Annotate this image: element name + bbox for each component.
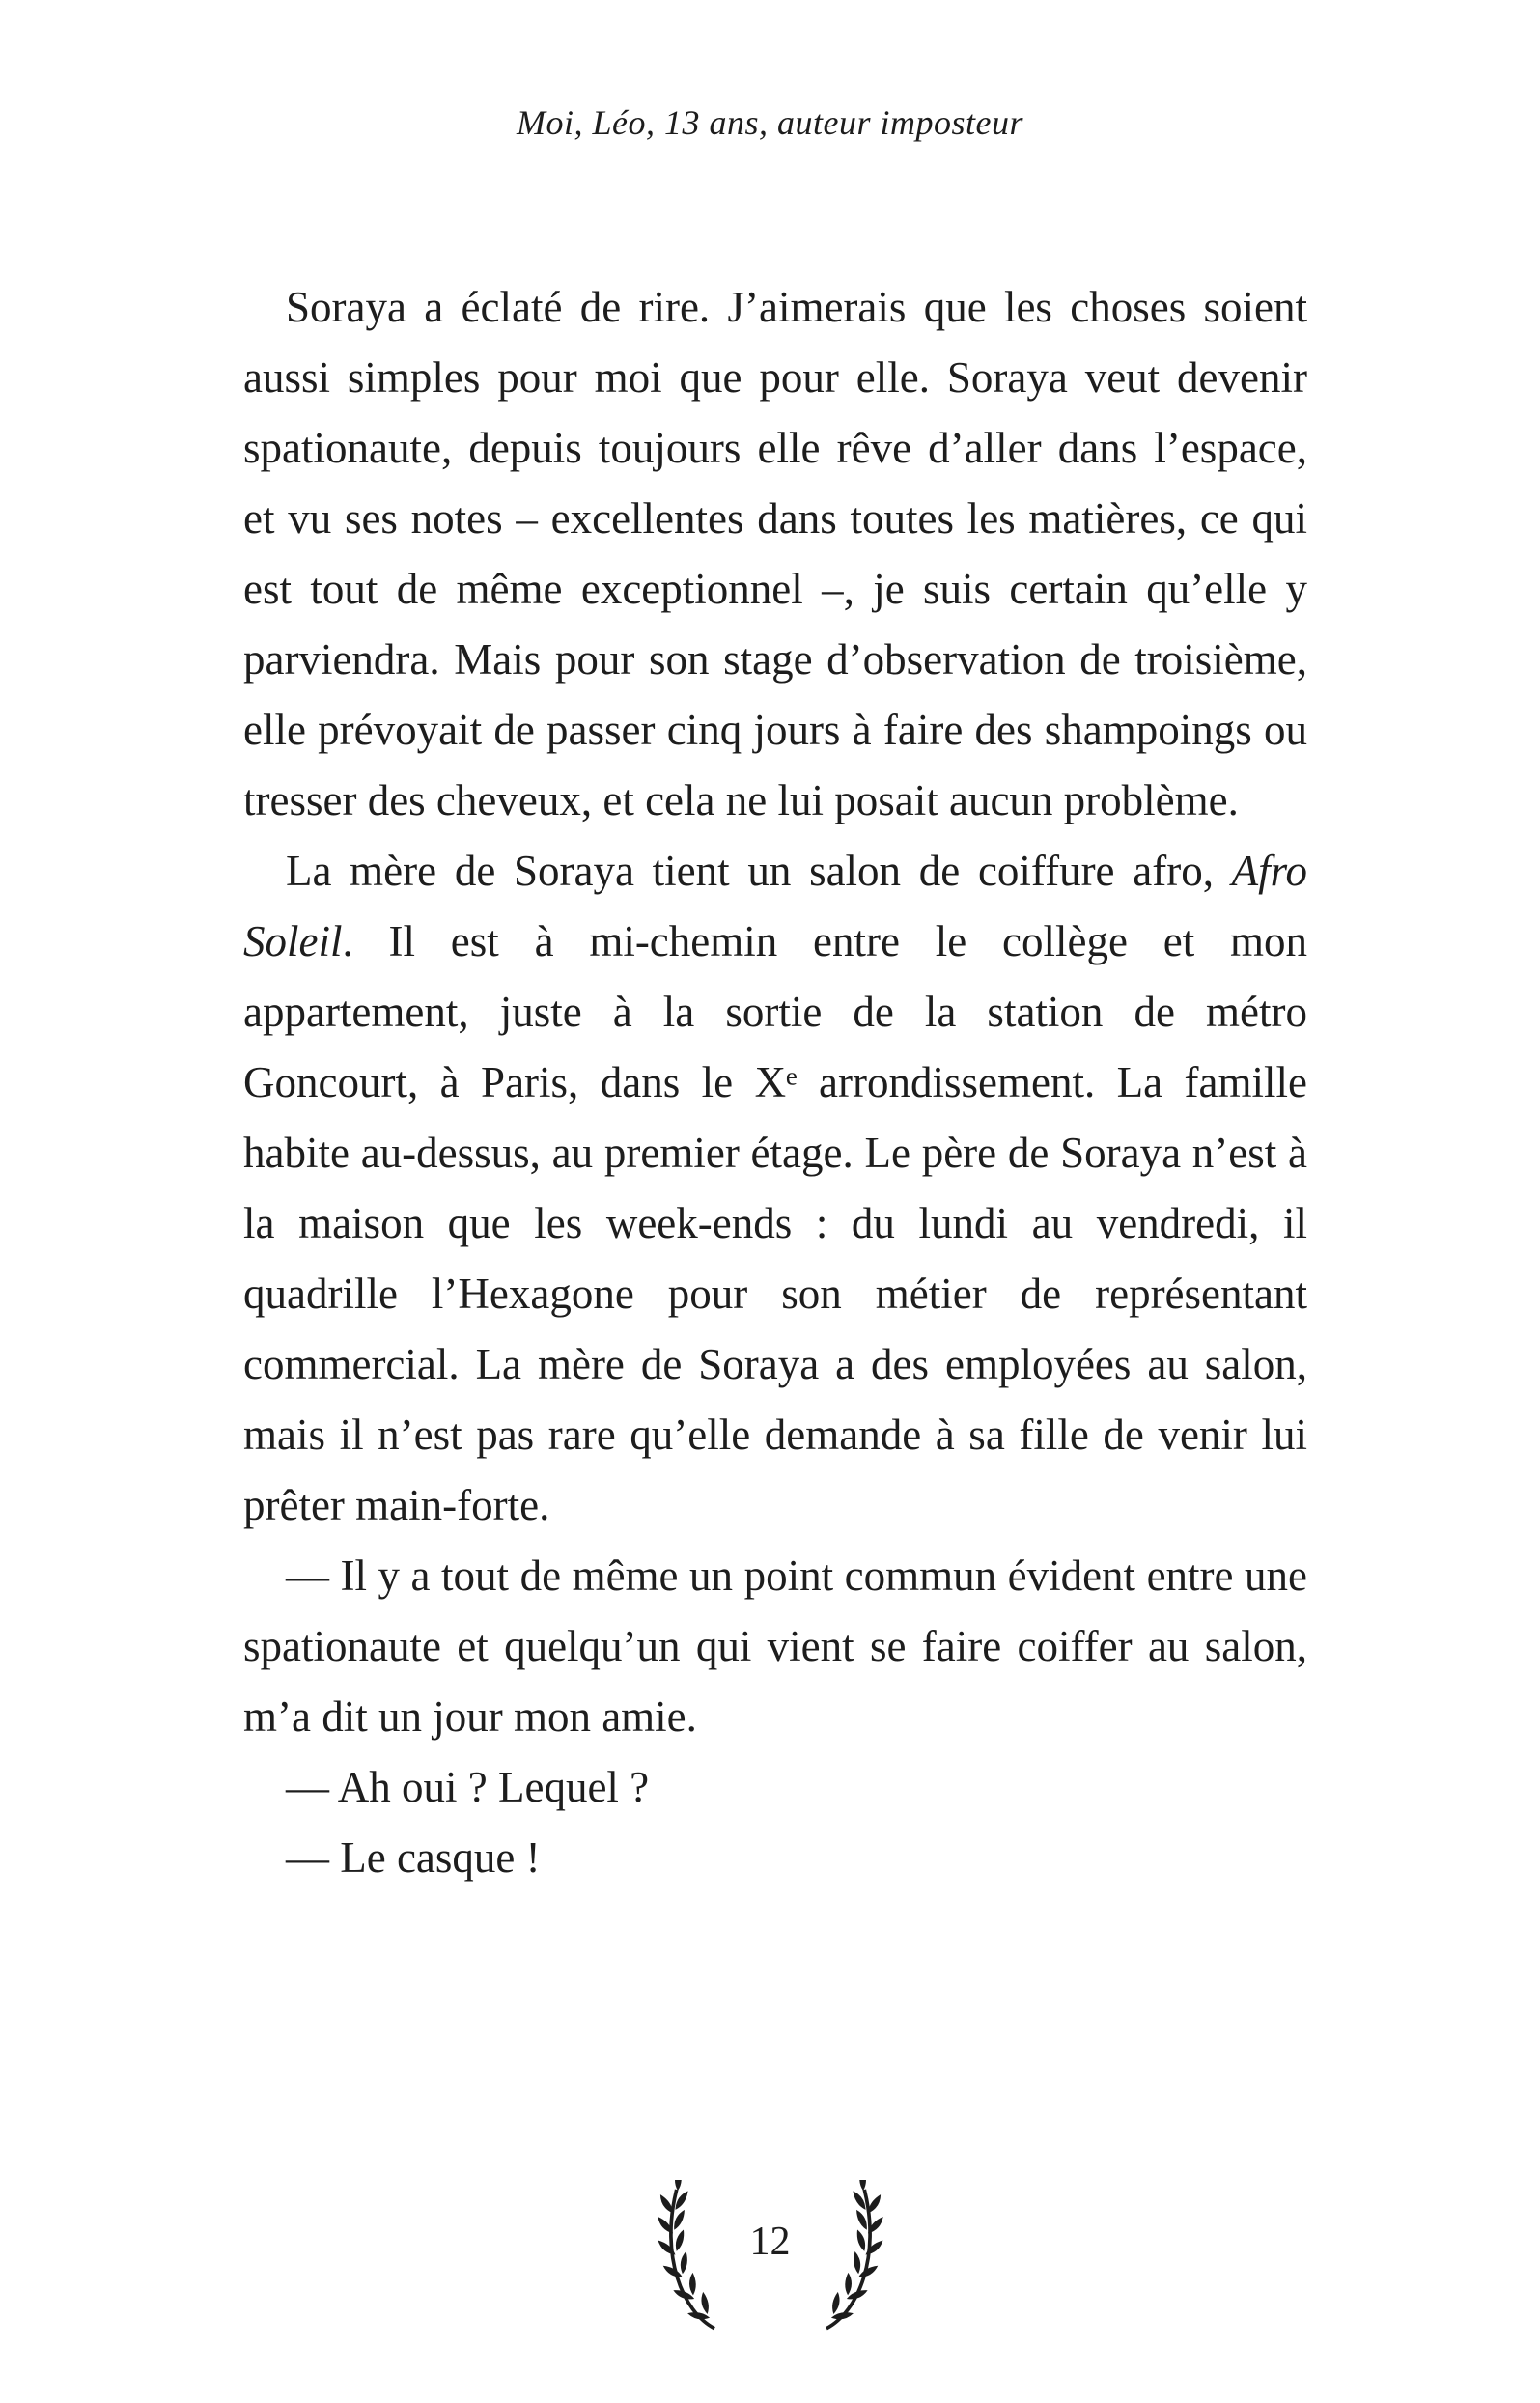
dialogue-line-3-text: — Le casque ! bbox=[286, 1833, 541, 1882]
dialogue-line-1-text: — Il y a tout de même un point commun évident entre une spationaute et quelqu’un qui vient se faire coiffer au salon, m’a dit un jour mon amie. bbox=[243, 1551, 1307, 1741]
salon-name-italic: Afro Soleil bbox=[243, 847, 1307, 965]
body-text bbox=[243, 272, 1307, 1893]
paragraph-1 bbox=[243, 272, 1307, 836]
paragraph-1-text: Soraya a éclaté de rire. J’aimerais que les choses soient aussi simples pour moi que pour elle. Soraya veut devenir spationaute, depuis toujours elle rêve d’aller dans l’espace, et vu ses notes – excellentes dans toutes les matières, ce qui est tout de même exceptionnel –, je suis certain qu’elle y parviendra. Mais pour son stage d’observation de troisième, elle prévoyait de passer cinq jours à faire des shampoings ou tresser des cheveux, et cela ne lui posait aucun problème. bbox=[243, 283, 1307, 824]
paragraph-2 bbox=[243, 836, 1307, 1541]
paragraph-2-text-b: . Il est à mi-chemin entre le collège et mon appartement, juste à la sortie de la station de métro Goncourt, à Paris, dans le Xᵉ arrondissement. La famille habite au-dessus, au premier étage. Le père de Soraya n’est à la maison que les week-ends : du lundi au vendredi, il quadrille l’Hexagone pour son métier de représentant commercial. La mère de Soraya a des employées au salon, mais il n’est pas rare qu’elle demande à sa fille de venir lui prêter main-forte. bbox=[243, 917, 1307, 1529]
page-number: 12 bbox=[749, 2220, 791, 2264]
paragraph-2-text-a: La mère de Soraya tient un salon de coiffure afro, bbox=[286, 847, 1232, 895]
dialogue-line-2-text: — Ah oui ? Lequel ? bbox=[286, 1763, 650, 1811]
laurel-right-icon bbox=[811, 2180, 894, 2334]
dialogue-line-2 bbox=[243, 1752, 1307, 1823]
dialogue-line-1 bbox=[243, 1541, 1307, 1752]
running-header: Moi, Léo, 13 ans, auteur imposteur bbox=[517, 103, 1023, 142]
dialogue-line-3 bbox=[243, 1823, 1307, 1893]
page-footer bbox=[626, 2178, 915, 2342]
